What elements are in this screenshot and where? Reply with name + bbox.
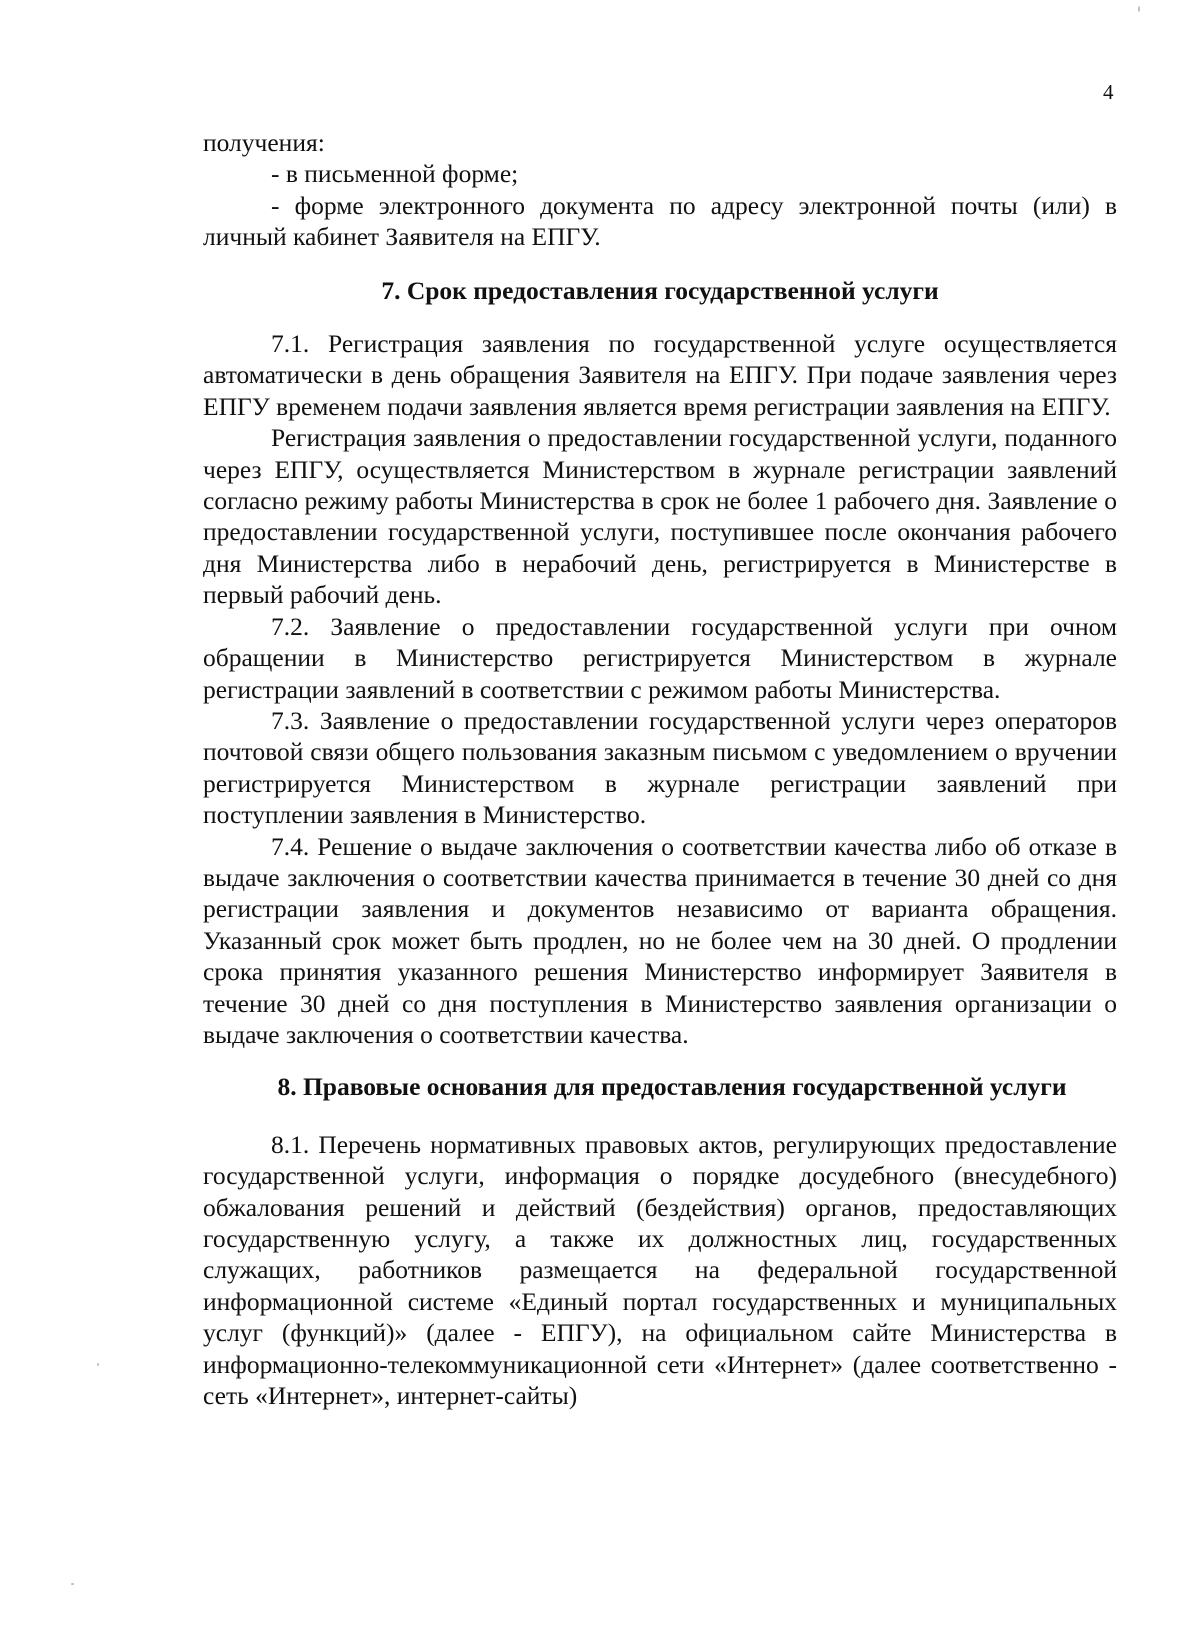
paragraph-8-1: 8.1. Перечень нормативных правовых актов, регулирующих предоставление государственной услуги, информация о порядке досудебного (внесудебного) обжалования решений и действий (бездействия) органов, предоставляющих государственную услугу, а также их должностных лиц, государственных служащих, работников размещается на федеральной государственной информационной системе «Единый портал государственных и муниципальных услуг (функций)» (далее - ЕПГУ), на официальном сайте Министерства в информационно-телекоммуникационной сети «Интернет» (далее соответственно - сеть «Интернет», интернет-сайты) [203,1129,1117,1411]
list-item: - в письменной форме; [271,159,519,189]
paragraph-7-2: 7.2. Заявление о предоставлении государственной услуги при очном обращении в Министерство регистрируется Министерством в журнале регистрации заявлений в соответствии с режимом работы Министерства. [203,611,1117,704]
scan-speck [1138,6,1140,12]
section-7-heading: 7. Срок предоставления государственной услуги [381,275,939,305]
page-number: 4 [1103,80,1114,104]
intro-line: получения: [203,128,325,157]
document-body [203,127,1117,1411]
scan-speck [97,1363,99,1366]
paragraph-7-1-registration: Регистрация заявления о предоставлении государственной услуги, поданного через ЕПГУ, осуществляется Министерством в журнале регистрации заявлений согласно режиму работы Министерства в срок не более 1 рабочего дня. Заявление о предоставлении государственной услуги, поступившее после окончания рабочего дня Министерства либо в нерабочий день, регистрируется в Министерстве в первый рабочий день. [203,423,1117,610]
paragraph-7-4: 7.4. Решение о выдаче заключения о соответствии качества либо об отказе в выдаче заключения о соответствии качества принимается в течение 30 дней со дня регистрации заявления и документов независимо от варианта обращения. Указанный срок может быть продлен, но не более чем на 30 дней. О продлении срока принятия указанного решения Министерство информирует Заявителя в течение 30 дней со дня поступления в Министерство заявления организации о выдаче заключения о соответствии качества. [203,831,1117,1049]
section-8-heading: 8. Правовые основания для предоставления государственной услуги [277,1072,1067,1102]
list-item: - форме электронного документа по адресу электронной почты (или) в личный кабинет Заявителя на ЕПГУ. [203,190,1117,252]
paragraph-7-3: 7.3. Заявление о предоставлении государственной услуги через операторов почтовой связи общего пользования заказным письмом с уведомлением о вручении регистрируется Министерством в журнале регистрации заявлений при поступлении заявления в Министерство. [203,705,1117,830]
scan-speck [71,1583,74,1585]
paragraph-7-1: 7.1. Регистрация заявления по государственной услуге осуществляется автоматически в день обращения Заявителя на ЕПГУ. При подаче заявления через ЕПГУ временем подачи заявления является время регистрации заявления на ЕПГУ. [203,329,1117,421]
